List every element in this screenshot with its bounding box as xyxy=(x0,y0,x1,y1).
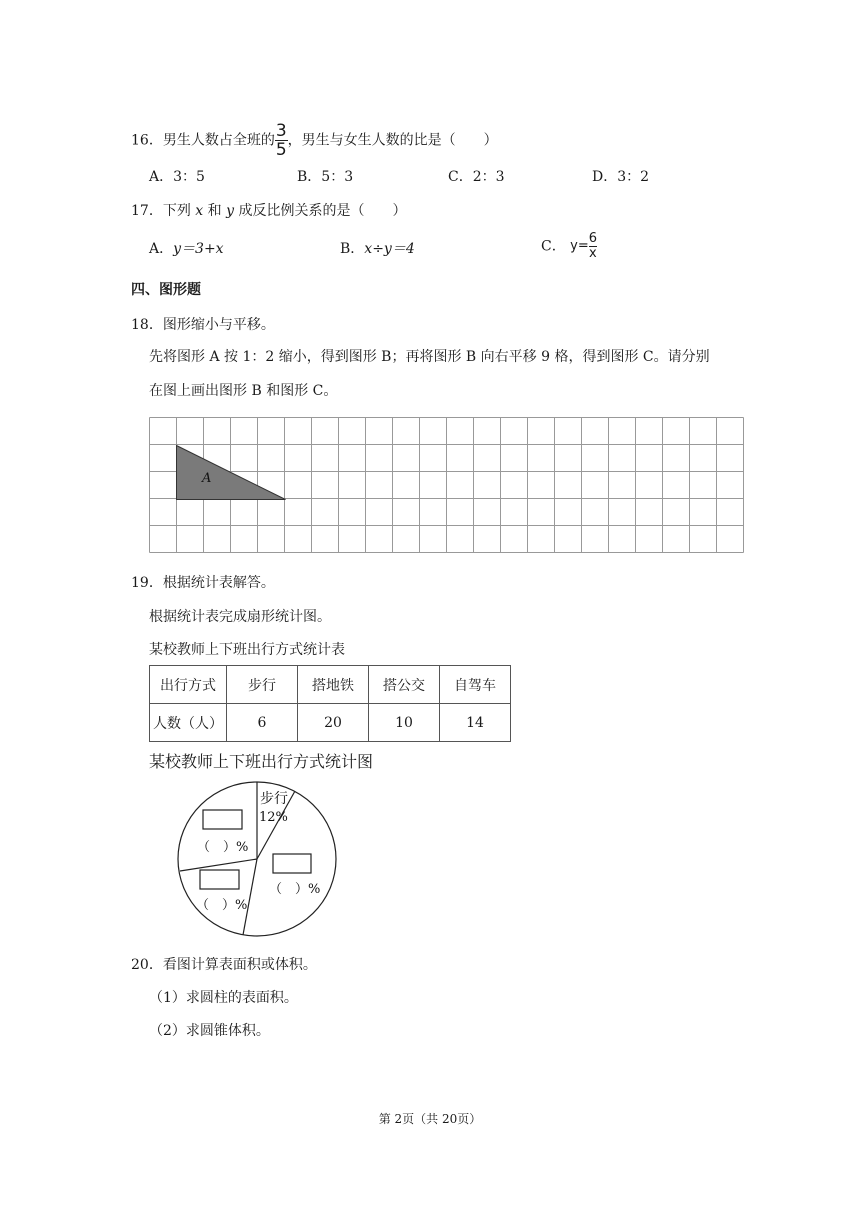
q19-table-title: 某校教师上下班出行方式统计表 xyxy=(149,642,345,658)
q17-option-b-expr: x÷y＝4 xyxy=(364,241,415,257)
q18-line-1: 先将图形 A 按 1：2 缩小，得到图形 B；再将图形 B 向右平移 9 格，得到图形 C。请分别 xyxy=(149,349,710,365)
q18-grid xyxy=(148,416,749,555)
q20-number: 20． xyxy=(131,957,163,973)
pie-walk-label: 步行 xyxy=(260,791,288,807)
q17-option-c-fraction xyxy=(589,232,597,261)
pie-blank-percent: （ ）% xyxy=(196,898,248,913)
q19-number: 19． xyxy=(131,575,163,591)
q19-chart-title: 某校教师上下班出行方式统计图 xyxy=(149,752,374,771)
section-4-title: 四、图形题 xyxy=(131,282,201,298)
q16-frac-num: 3 xyxy=(275,121,287,141)
question-17 xyxy=(131,201,406,221)
q16-option-a: A．3：5 xyxy=(149,169,205,185)
q16-text-before: 男生人数占全班的 xyxy=(162,132,275,149)
q17-option-c-label: C． xyxy=(541,238,566,255)
q19-title: 根据统计表解答。 xyxy=(162,575,275,591)
table-cell: 出行方式 xyxy=(150,666,227,704)
table-cell: 10 xyxy=(369,704,440,742)
q17-option-a-label: A． xyxy=(149,241,174,257)
stat-table xyxy=(149,665,511,742)
shape-a-label: A xyxy=(202,471,212,486)
question-16 xyxy=(131,122,498,159)
q19-instruction: 根据统计表完成扇形统计图。 xyxy=(149,609,331,625)
table-cell: 步行 xyxy=(227,666,298,704)
q17-text-3: 成反比例关系的是（ ） xyxy=(238,203,407,219)
q17-text-2: 和 xyxy=(207,203,222,219)
pie-blank-percent: （ ）% xyxy=(269,882,321,897)
table-cell: 自驾车 xyxy=(440,666,511,704)
page-footer: 第 2页（共 20页） xyxy=(378,1112,482,1126)
q17-var-x: x xyxy=(195,203,204,219)
table-row xyxy=(150,704,511,742)
table-cell: 14 xyxy=(440,704,511,742)
q17-option-a xyxy=(149,239,224,259)
pie-walk-percent: 12% xyxy=(259,810,288,825)
table-cell: 搭公交 xyxy=(369,666,440,704)
q17-option-c-num: 6 xyxy=(588,231,598,246)
pie-blank-box xyxy=(200,870,239,889)
q20-sub-2: （2）求圆锥体积。 xyxy=(149,1023,270,1039)
q18-number: 18． xyxy=(131,317,163,333)
q18-line-2: 在图上画出图形 B 和图形 C。 xyxy=(149,383,338,399)
q17-option-b-label: B． xyxy=(340,241,365,257)
table-cell: 20 xyxy=(298,704,369,742)
q16-text-after: ，男生与女生人数的比是（ ） xyxy=(287,132,498,149)
q16-option-b: B．5：3 xyxy=(297,169,354,185)
pie-blank-box xyxy=(203,810,242,829)
q19-pie-chart xyxy=(170,779,348,945)
table-row xyxy=(150,666,511,704)
q17-option-c xyxy=(541,232,597,261)
question-18 xyxy=(131,315,275,335)
q17-number: 17． xyxy=(131,203,163,219)
q16-option-c: C．2：3 xyxy=(448,169,505,185)
table-cell: 人数（人） xyxy=(150,704,227,742)
q17-option-c-den: x xyxy=(589,246,597,261)
q16-option-d: D．3：2 xyxy=(592,169,650,185)
pie-blank-percent: （ ）% xyxy=(197,840,249,855)
question-19 xyxy=(131,573,275,593)
q20-title: 看图计算表面积或体积。 xyxy=(162,957,317,973)
table-cell: 搭地铁 xyxy=(298,666,369,704)
q17-option-b xyxy=(340,239,415,259)
q16-frac-den: 5 xyxy=(275,140,287,160)
q18-title: 图形缩小与平移。 xyxy=(162,317,275,333)
q20-sub-1: （1）求圆柱的表面积。 xyxy=(149,990,298,1006)
q17-text-1: 下列 xyxy=(162,203,191,219)
table-cell: 6 xyxy=(227,704,298,742)
pie-blank-box xyxy=(273,854,311,873)
q17-var-y: y xyxy=(226,203,235,219)
q16-fraction xyxy=(275,122,288,159)
q16-number: 16． xyxy=(131,132,163,149)
question-20 xyxy=(131,955,317,975)
q17-option-c-lhs: y= xyxy=(570,238,589,254)
q17-option-a-expr: y＝3+x xyxy=(173,241,224,257)
